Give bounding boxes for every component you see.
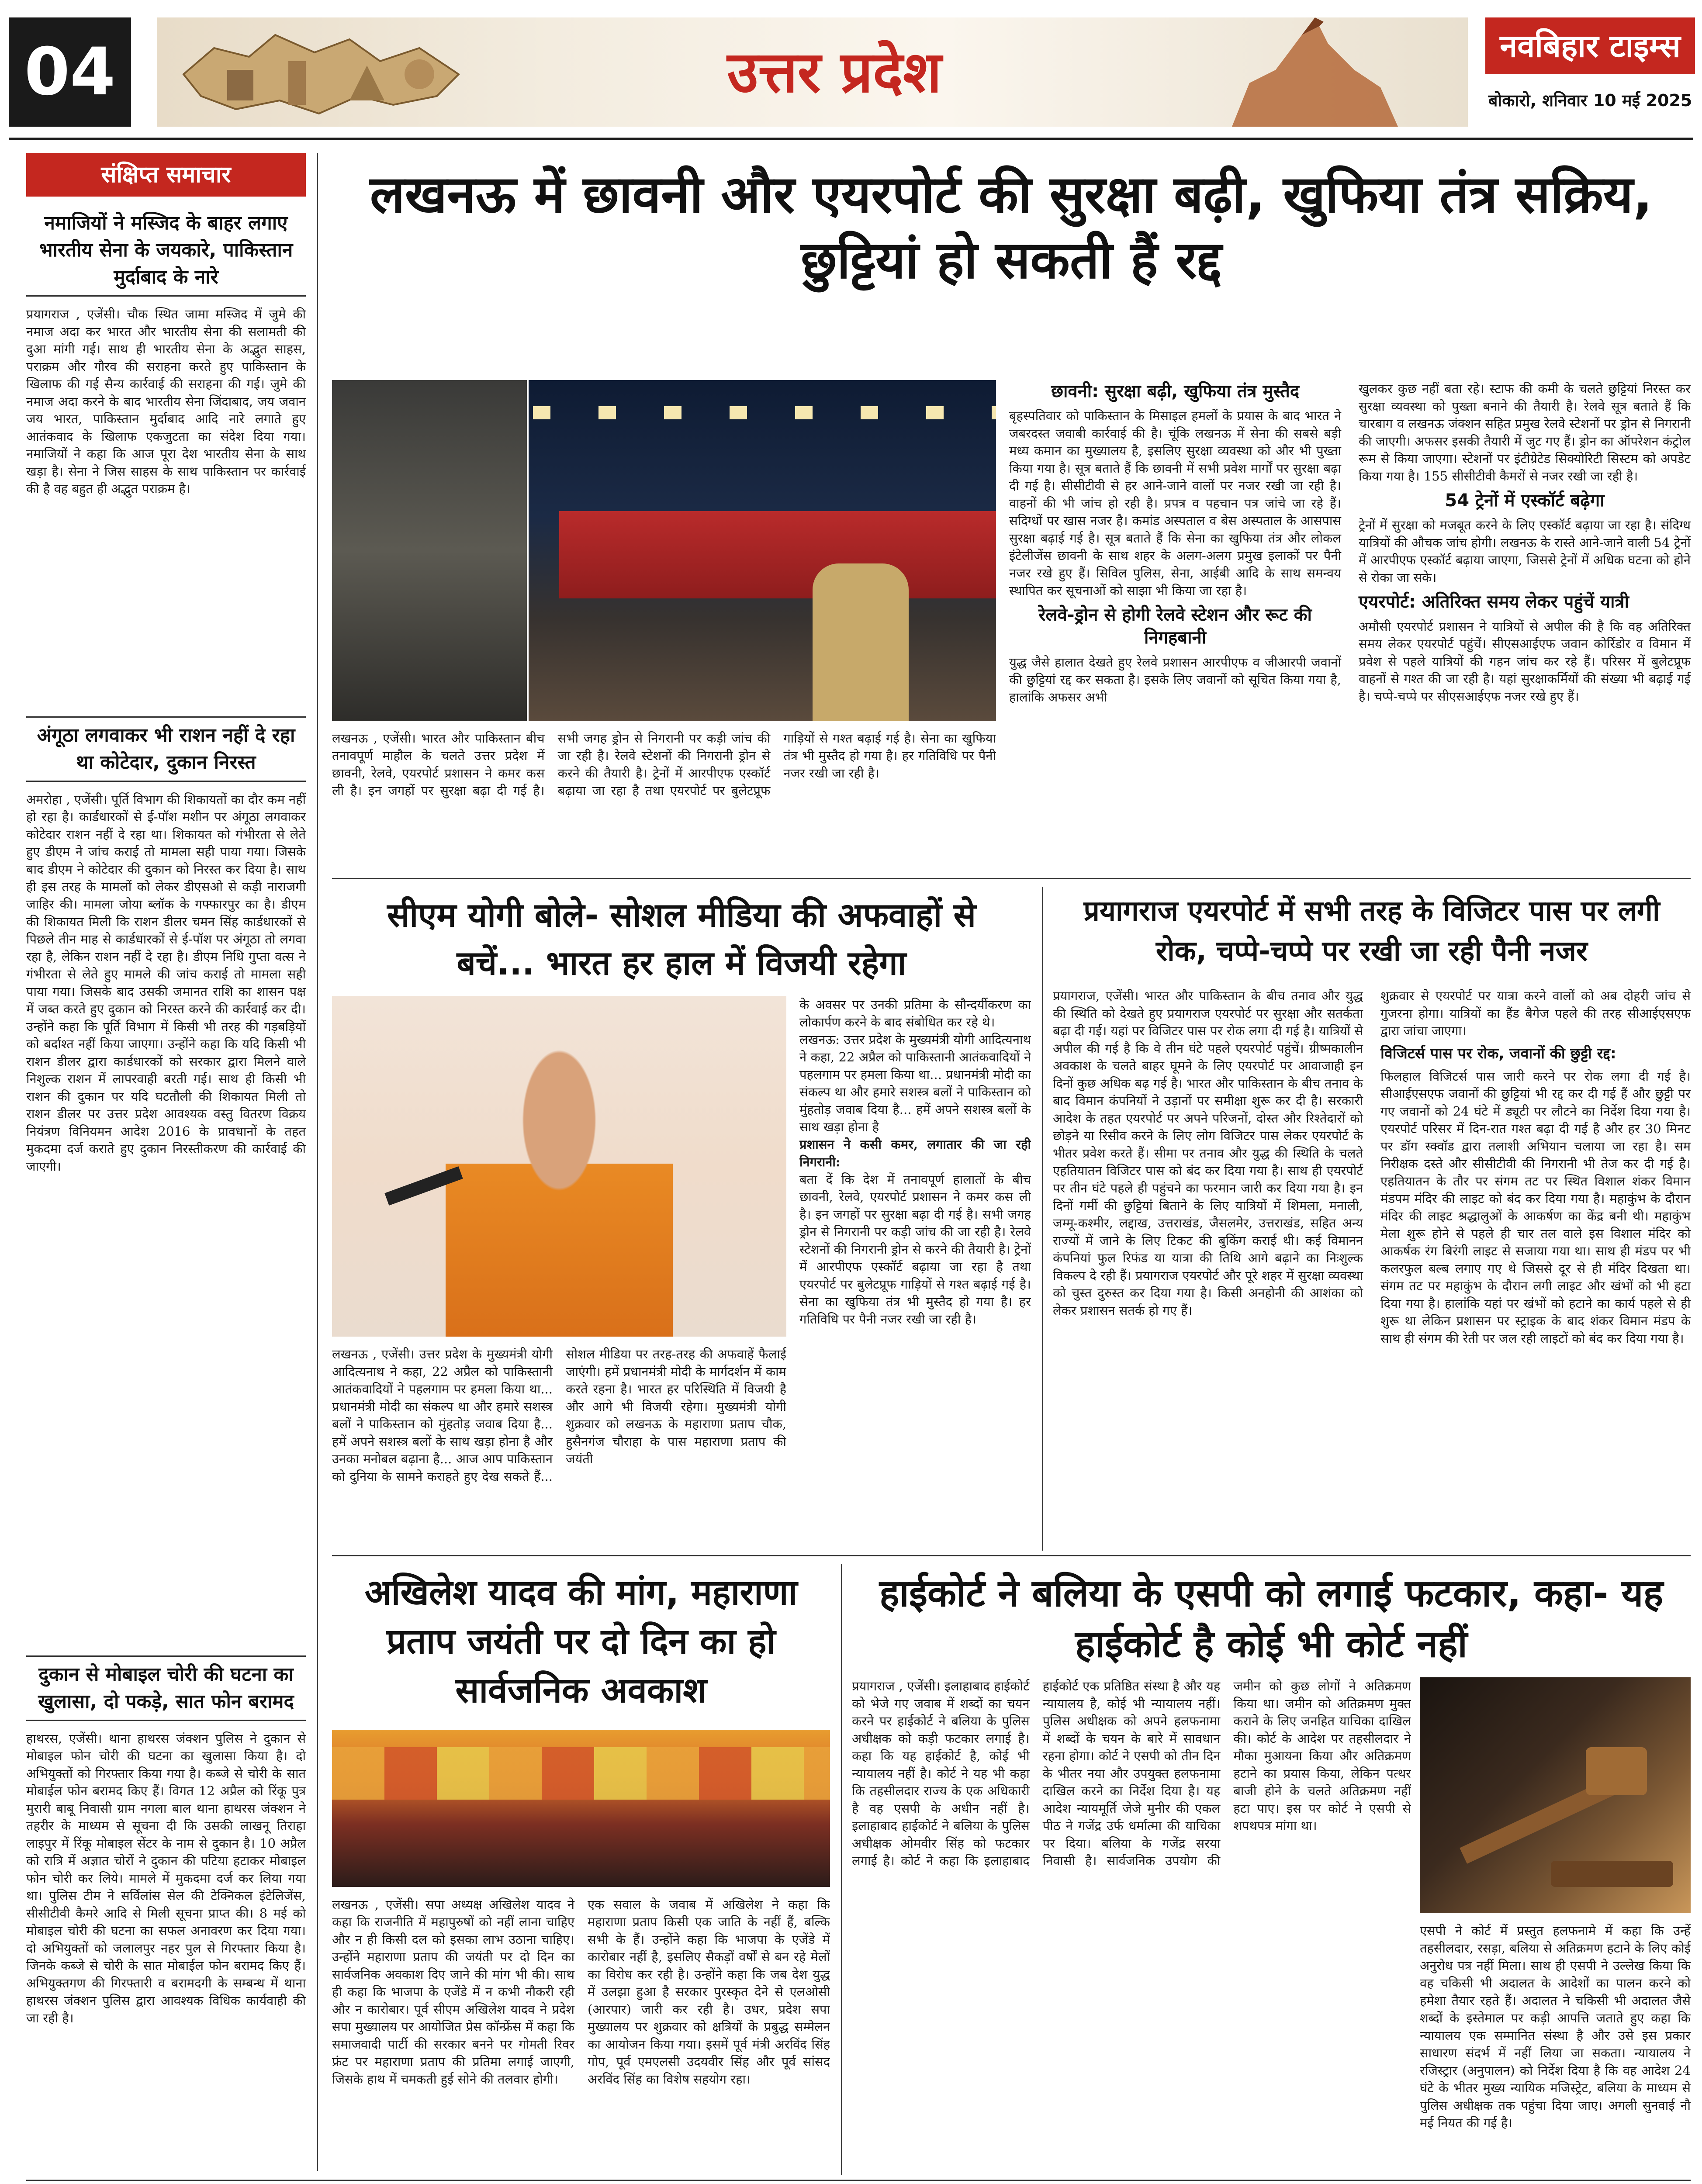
dateline-text: बोकारो, शनिवार 10 मई 2025 [1488, 91, 1692, 110]
yogi-subhead: प्रशासन ने कसी कमर, लगातार की जा रही निगरानी: [799, 1137, 1031, 1169]
paper-name-text: नवबिहार टाइम्स [1500, 28, 1681, 64]
prayagraj-headline: प्रयागराज एयरपोर्ट में सभी तरह के विजिटर पास पर लगी रोक, चप्पे-चप्पे पर रखी जा रही पैनी नजर [1083, 895, 1660, 968]
prayagraj-text: प्रयागराज, एजेंसी। भारत और पाकिस्तान के बीच तनाव और युद्ध की स्थिति को देखते हुए प्रयागराज एयरपोर्ट पर सुरक्षा और सतर्कता बढ़ा दी गई। यहां पर विजिटर पास पर रोक लगा दी गई है। यात्रियों से अपील की गई है कि वे तीन घंटे पहले एयरपोर्ट पहुंचें। ग्रीष्मकालीन अवकाश के चलते बाहर घूमने के लिए एयरपोर्ट पर आवाजाही इन दिनों कुछ अधिक बढ़ गई है। भारत और पाकिस्तान के बीच तनाव के बाद विमान कंपनियों ने उड़ानों पर समीक्षा शुरू कर दी है। सरकारी आदेश के तहत एयरपोर्ट पर अपने परिजनों, दोस्त और रिश्तेदारों को छोड़ने या रिसीव करने के लिए लोग विजिटर पास लेकर एयरपोर्ट के भीतर प्रवेश करते हैं। सीमा पर तनाव और युद्ध की स्थिति के चलते एहतियातन विजिटर पास को बंद कर दिया गया है। साथ ही एयरपोर्ट पर तीन घंटे पहले ही पहुंचने का फरमान जारी कर दिया गया है। इन दिनों गर्मी की छुट्टियां बिताने के लिए यात्रियों में शिमला, मनाली, जम्मू-कश्मीर, लद्दाख, उत्तराखंड, जैसलमेर, उत्तराखंड, सहित अन्य राज्यों में जाने के लिए टिकट की बुकिंग कराई थी। कई विमानन कंपनियां फुल रिफंड या यात्रा की तिथि आगे बढ़ाने का निःशुल्क विकल्प दे रही हैं। प्रयागराज एयरपोर्ट और पूरे शहर में सुरक्षा व्यवस्था को चुस्त दुरुस्त कर दिया गया है। किसी अनहोनी की आशंका को लेकर प्रशासन सतर्क हो गए हैं। [1053, 988, 1363, 1318]
ballia-body-right [1420, 1922, 1691, 2175]
masthead [0, 0, 1702, 144]
akhilesh-headline: अखिलेश यादव की मांग, महाराणा प्रताप जयंती पर दो दिन का हो सार्वजनिक अवकाश [364, 1572, 798, 1711]
brief-item-text: प्रयागराज , एजेंसी। चौक स्थित जामा मस्जिद में जुमे की नमाज अदा कर भारत और भारतीय सेना की सलामती की दुआ मांगी गई। साथ ही भारतीय सेना के अद्भुत साहस, पराक्रम और गौरव की सराहना करते हुए पाकिस्तान के खिलाफ की गई सैन्य कार्रवाई की सराहना की गई। जुमे की नमाज अदा करने के बाद भारतीय सेना जिंदाबाद, जय जवान जय भारत, पाकिस्तान मुर्दाबाद आदि नारे लगाते हुए आतंकवाद के खिलाफ एकजुटता का संदेश दिया गया। नमाजियों ने कहा कि आज पूरा देश भारतीय सेना के साथ खड़ा है। सेना ने जिस साहस के साथ पाकिस्तान पर कार्रवाई की है वह बहुत ही अद्भुत पराक्रम है। [26, 307, 306, 496]
akhilesh-story [332, 1564, 830, 2175]
photo-inset-soldiers [332, 380, 529, 721]
prayagraj-text: शुक्रवार से एयरपोर्ट पर यात्रा करने वालों को अब दोहरी जांच से गुजरना होगा। यात्रियों का हैंड बैगेज पहले की तरह सीआईएसएफ द्वारा जांचा जाएगा। [1380, 988, 1691, 1038]
photo-platform-lights [533, 406, 996, 419]
yogi-text: बता दें कि देश में तनावपूर्ण हालातों के बीच छावनी, रेलवे, एयरपोर्ट प्रशासन ने कमर कस ली है। इन जगहों पर सुरक्षा बढ़ा दी गई है। सभी जगह ड्रोन से निगरानी पर कड़ी जांच की जा रही है। रेलवे स्टेशनों की निगरानी ड्रोन से करने की तैयारी है। ट्रेनों में आरपीएफ एस्कॉर्ट बढ़ाया जा रहा है तथा एयरपोर्ट पर बुलेटप्रूफ गाड़ियों से गश्त बढ़ाई गई है। सेना का खुफिया तंत्र भी मुस्तैद हो गया है। हर गतिविधि पर पैनी नजर रखी जा रही है। [799, 1172, 1031, 1327]
brief-item-text: हाथरस, एजेंसी। थाना हाथरस जंक्शन पुलिस ने दुकान से मोबाइल फोन चोरी की घटना का खुलासा किया है। दो अभियुक्तों को गिरफ्तार किया गया है। कब्जे से चोरी के सात मोबाईल फोन बरामद किए हैं। विगत 12 अप्रैल को रिंकू पुत्र मुरारी बाबू निवासी ग्राम नगला बाल थाना हाथरस जंक्शन ने तहरीर के माध्यम से सूचना दी कि उसकी लाखनू तिराहा लाइपुर में रिंकू मोबाइल सेंटर के नाम से दुकान है। 10 अप्रैल को रात्रि में अज्ञात चोरों ने दुकान की पटिया हटाकर मोबाइल फोन चोरी कर लिये। मामले में मुकदमा दर्ज कर लिया गया था। पुलिस टीम ने सर्विलांस सेल की टेक्निकल इंटेलिजेंस, सीसीटीवी कैमरे आदि से मिली सूचना प्राप्त की। 8 मई को मोबाइल चोरी की घटना का सफल अनावरण कर दिया गया। दो अभियुक्तों को जलालपुर नहर पुल से गिरफ्तार किया है। जिनके कब्जे से चोरी के सात मोबाईल फोन बरामद किए हैं। अभियुक्तगण की गिरफ्तारी व बरामदगी के सम्बन्ध में थाना हाथरस जंक्शन पुलिस द्वारा आवश्यक विधिक कार्यवाही की जा रही है। [26, 1731, 306, 2025]
lead-text: खुलकर कुछ नहीं बता रहे। स्टाफ की कमी के चलते छुट्टियां निरस्त कर सुरक्षा व्यवस्था को पुख्ता बनाने की तैयारी है। रेलवे सूत्र बताते हैं कि चारबाग व लखनऊ जंक्शन सहित प्रमुख रेलवे स्टेशनों पर ड्रोन से निगरानी की जाएगी। अफसर इसकी तैयारी में जुट गए हैं। ड्रोन का ऑपरेशन कंट्रोल रूम से किया जाएगा। स्टेशनों पर इंटीग्रेटेड सिक्योरिटी सिस्टम को अपडेट किया गया है। 155 सीसीटीवी कैमरों से नजर रखी जा रही है। [1359, 381, 1691, 484]
lead-photo [332, 380, 996, 721]
gavel-block [1551, 1861, 1673, 1887]
ballia-text: प्रयागराज , एजेंसी। इलाहाबाद हाईकोर्ट को भेजे गए जवाब में शब्दों का चयन करने पर हाईकोर्ट ने बलिया के पुलिस अधीक्षक को कड़ी फटकार लगाई है। कहा कि यह हाईकोर्ट है, कोई भी न्यायालय नहीं है। कोर्ट ने यह भी कहा कि तहसीलदार राज्य के एक अधिकारी है वह एसपी के अधीन नहीं है। इलाहाबाद हाईकोर्ट ने बलिया के पुलिस अधीक्षक ओमवीर सिंह को फटकार लगाई है। कोर्ट ने कहा कि इलाहाबाद हाईकोर्ट एक प्रतिष्ठित संस्था है और यह न्यायालय है, कोई भी न्यायालय नहीं। पुलिस अधीक्षक को अपने हलफनामा में शब्दों के चयन के बारे में सावधान रहना होगा। कोर्ट ने एसपी को तीन दिन के भीतर नया और उपयुक्त हलफनामा दाखिल करने का निर्देश दिया है। यह आदेश न्यायमूर्ति जेजे मुनीर की एकल पीठ ने गजेंद्र उर्फ धर्मात्मा की याचिका पर दिया। बलिया के गजेंद्र सरया निवासी है। सार्वजनिक उपयोग की जमीन को कुछ लोगों ने अतिक्रमण किया था। जमीन को अतिक्रमण मुक्त कराने के लिए जनहित याचिका दाखिल की। कोर्ट के आदेश पर तहसीलदार ने मौका मुआयना किया और अतिक्रमण हटाने का प्रयास किया, लेकिन पत्थर बाजी होने के चलते अतिक्रमण नहीं हटा पाए। इस पर कोर्ट ने एसपी से शपथपत्र मांगा था। [852, 1679, 1411, 1868]
yogi-text: के अवसर पर उनकी प्रतिमा के सौन्दर्यीकरण का लोकार्पण करने के बाद संबोधित कर रहे थे। [799, 997, 1031, 1030]
brief-item-title: दुकान से मोबाइल चोरी की घटना का खुलासा, दो पकड़े, सात फोन बरामद [26, 1655, 306, 1721]
lead-text: बृहस्पतिवार को पाकिस्तान के मिसाइल हमलों के प्रयास के बाद भारत ने जबरदस्त जवाबी कार्रवाई की है। चूंकि लखनऊ में सेना की सबसे बड़ी मध्य कमान का मुख्यालय है, इसलिए सुरक्षा व्यवस्था को और भी पुख्ता किया गया है। सूत्र बताते हैं कि छावनी में सभी प्रवेश मार्गों पर सुरक्षा बढ़ा दी गई है। सीसीटीवी से हर आने-जाने वालों पर नजर रखी जा रही है। वाहनों की भी जांच हो रही है। प्रपत्र व पहचान पत्र जांचे जा रहे हैं। सदिग्धों पर खास नजर है। कमांड अस्पताल व बेस अस्पताल के आसपास सुरक्षा बढ़ाई गई है। सूत्र बताते हैं कि सेना का खुफिया तंत्र और लोकल इंटेलीजेंस छावनी के साथ शहर के अलग-अलग प्रमुख इलाकों पर पैनी नजर रखे हुए हैं। सिविल पुलिस, सेना, आईबी आदि के साथ समन्वय स्थापित कर सूचनाओं को साझा भी किया जा रहा है। [1009, 408, 1341, 598]
column-divider [317, 153, 318, 2171]
prayagraj-text: फिलहाल विजिटर्स पास जारी करने पर रोक लगा दी गई है। सीआईएसएफ जवानों की छुट्टियां भी रद्द कर दी गई हैं और छुट्टी पर गए जवानों को 24 घंटे में ड्यूटी पर लौटने का निर्देश दिया गया है। एयरपोर्ट परिसर में दिन-रात गश्त बढ़ा दी गई है और हर 30 मिनट पर डॉग स्क्वॉड द्वारा तलाशी अभियान चलाया जा रहा है। सम निरीक्षक दस्ते और सीसीटीवी की निगरानी भी तेज कर दी गई है। एहतियातन के तौर पर संगम तट पर स्थित विशाल शंकर विमान मंडपम मंदिर की लाइट को बंद कर दिया गया है। महाकुंभ के दौरान मंदिर की लाइट श्रद्धालुओं के आकर्षण का केंद्र बनी थी। महाकुंभ मेला शुरू होने से पहले ही चार तल वाले इस विशाल मंदिर को आकर्षक रंग बिरंगी लाइट से सजाया गया था। साथ ही मंडप पर भी कलरफुल बल्ब लगाए गए थे जिससे दूर से ही मंदिर दिखता था। संगम तट पर महाकुंभ के दौरान लगी लाइट और खंभों को भी हटा दिया गया है। हालांकि यहां पर खंभों को हटाने का कार्य पहले से ही शुरू था लेकिन प्रशासन पर स्ट्राइक के बाद शंकर विमान मंडप के साथ ही संगम की रेती पर जल रही लाइटों को बंद कर दिया गया है। [1380, 1069, 1691, 1346]
column-divider [841, 1564, 842, 2175]
brief-item [26, 1655, 306, 2184]
akhilesh-text: लखनऊ , एजेंसी। सपा अध्यक्ष अखिलेश यादव ने कहा कि राजनीति में महापुरुषों को नहीं लाना चाहिए और न ही किसी दल को इसका लाभ उठाना चाहिए। उन्होंने महाराणा प्रताप की जयंती पर दो दिन का सार्वजनिक अवकाश दिए जाने की मांग भी की। साथ ही कहा कि भाजपा के एजेंडे में न कभी नौकरी रही और न कारोबार। पूर्व सीएम अखिलेश यादव ने प्रदेश सपा मुख्यालय पर आयोजित प्रेस कॉन्फ्रेंस में कहा कि समाजवादी पार्टी की सरकार बनने पर गोमती रिवर फ्रंट पर महाराणा प्रताप की प्रतिमा लगाई जाएगी, जिसके हाथ में चमकती हुई सोने की तलवार होगी। [332, 1897, 574, 2087]
brief-item-title: नमाजियों ने मस्जिद के बाहर लगाए भारतीय सेना के जयकारे, पाकिस्तान मुर्दाबाद के नारे [26, 205, 306, 297]
photo-police [813, 563, 909, 721]
yogi-text: लखनऊ: उत्तर प्रदेश के मुख्यमंत्री योगी आदित्यनाथ ने कहा, 22 अप्रैल को पाकिस्तानी आतंकवादियों ने पहलगाम पर हमला किया था... प्रधानमंत्री मोदी का संकल्प था और हमारे सशस्त्र बलों ने पाकिस्तान को मुंहतोड़ जवाब दिया है... हमें अपने सशस्त्र बलों के साथ खड़ा होना है [799, 1032, 1031, 1134]
yogi-photo [332, 996, 786, 1337]
brief-item-title: अंगूठा लगवाकर भी राशन नहीं दे रहा था कोटेदार, दुकान निरस्त [26, 716, 306, 782]
brief-label [26, 153, 306, 197]
yogi-caption: लखनऊ , एजेंसी। उत्तर प्रदेश के मुख्यमंत्री योगी आदित्यनाथ ने कहा, 22 अप्रैल को पाकिस्तानी आतंकवादियों ने पहलगाम पर हमला किया था... प्रधानमंत्री मोदी का संकल्प था और हमारे सशस्त्र बलों ने पाकिस्तान को मुंहतोड़ जवाब दिया है... हमें अपने सशस्त्र बलों के साथ खड़ा होना है और उनका मनोबल बढ़ाना है... आज आप पाकिस्तान को दुनिया के सामने कराहते हुए देख सकते हैं... सोशल मीडिया पर तरह-तरह की अफवाहें फैलाई जाएंगी। हमें प्रधानमंत्री मोदी के मार्गदर्शन में काम करते रहना है। भारत हर परिस्थिति में विजयी है और आगे भी विजयी रहेगा। मुख्यमंत्री योगी शुक्रवार को लखनऊ के महाराणा प्रताप चौक, हुसैनगंज चौराहा के पास महाराणा प्रताप की जयंती [332, 1347, 786, 1484]
up-map-graphic [175, 22, 472, 122]
brief-item [26, 205, 306, 712]
gavel-photo [1420, 1677, 1691, 1913]
page-number [9, 17, 131, 127]
lead-subhead: 54 ट्रेनों में एस्कॉर्ट बढ़ेगा [1445, 491, 1605, 511]
yogi-story [332, 887, 1031, 1551]
prayagraj-story [1053, 887, 1691, 1551]
photo-turbans [332, 1747, 830, 1800]
akhilesh-body [332, 1896, 830, 2175]
lead-subhead: छावनी: सुरक्षा बढ़ी, खुफिया तंत्र मुस्तैद [1051, 381, 1300, 401]
ballia-text: एसपी ने कोर्ट में प्रस्तुत हलफनामे में कहा कि उन्हें तहसीलदार, रसड़ा, बलिया से अतिक्रमण हटाने के लिए कोई अनुरोध पत्र नहीं मिला। साथ ही एसपी ने उल्लेख किया कि वह चकिसी भी अदालत के आदेशों का पालन करने को हमेशा तैयार रहते हैं। अदालत ने चकिसी भी अदालत जैसे शब्दों के इस्तेमाल पर कड़ी आपत्ति जताते हुए कहा कि न्यायालय एक सम्मानित संस्था है और उसे इस प्रकार साधारण संदर्भ में नहीं लिया जा सकता। न्यायालय ने रजिस्ट्रार (अनुपालन) को निर्देश दिया है कि वह आदेश 24 घंटे के भीतर मुख्य न्यायिक मजिस्ट्रेट, बलिया के माध्यम से पुलिस अधीक्षक तक पहुंचा दिया जाए। अगली सुनवाई नौ मई नियत की गई है। [1420, 1923, 1691, 2130]
akhilesh-text: एक सवाल के जवाब में अखिलेश ने कहा कि महाराणा प्रताप किसी एक जाति के नहीं हैं, बल्कि सभी के हैं। उन्होंने कहा कि भाजपा के एजेंडे में कारोबार नहीं है, इसलिए सैकड़ों वर्षों से बन रहे मेलों का विरोध कर रही है। उन्होंने कहा कि जब देश युद्ध में उलझा हुआ है सरकार पुरस्कृत देने से एलओसी (आरपार) जारी कर रही है। उधर, प्रदेश सपा मुख्यालय पर शुक्रवार को क्षत्रियों के प्रबुद्ध सम्मेलन का आयोजन किया गया। इसमें पूर्व मंत्री अरविंद सिंह गोप, पूर्व एमएलसी उदयवीर सिंह और पूर्व सांसद अरविंद सिंह का विशेष सहयोग रहा। [588, 1897, 830, 2087]
yogi-figure [446, 1048, 673, 1337]
section-title-text: उत्तर प्रदेश [727, 39, 942, 105]
statue-graphic [1188, 17, 1450, 127]
brief-column [26, 153, 306, 2184]
brief-item [26, 716, 306, 1651]
page-number-text: 04 [24, 34, 116, 110]
paper-name [1485, 17, 1695, 74]
lead-text: अमौसी एयरपोर्ट प्रशासन ने यात्रियों से अपील की है कि वह अतिरिक्त समय लेकर एयरपोर्ट पहुंचें। सीएसआईएफ जवान कोर्रिडोर व विमान में प्रवेश से पहले यात्रियों की गहन जांच कर रहे हैं। परिसर में बुलेटप्रूफ वाहनों से गश्त की जा रही है। यहां सुरक्षाकर्मियों की संख्या भी बढ़ाई गई है। चप्पे-चप्पे पर सीएसआईएफ नजर रखे हुए हैं। [1359, 619, 1691, 704]
brief-item-text: अमरोहा , एजेंसी। पूर्ति विभाग की शिकायतों का दौर कम नहीं हो रहा है। कार्डधारकों से ई-पॉश मशीन पर अंगूठा लगवाकर कोटेदार राशन नहीं दे रहा था। शिकायत को गंभीरता से लेते हुए डीएम ने जांच कराई तो मामला सही पाया गया। जिसके बाद डीएम ने कोटेदार की दुकान को निरस्त कर दिया है। साथ ही इस तरह के मामलों को लेकर डीएसओ से कड़ी नाराजगी जाहिर की। मामला जोया ब्लॉक के गफ्फारपुर का है। डीएम की शिकायत मिली कि राशन डीलर चमन सिंह कार्डधारकों से पिछले तीन माह से कार्डधारकों से ई-पॉश पर अंगूठा तो लगवा रहा है, लेकिन राशन नहीं दे रहा है। डीएम निधि गुप्ता वत्स ने गंभीरता से लेते हुए मामले की जांच कराई तो मामला सही पाया गया। जिसके बाद उसकी जमानत राशि का शासन पक्ष में जब्त करते हुए दुकान को निरस्त करने की कार्रवाई कर दी। उन्होंने कहा कि पूर्ति विभाग में किसी भी तरह की गड़बड़ियों को बर्दाश्त नहीं किया जाएगा। उन्होंने कहा कि यदि किसी भी राशन डीलर द्वारा कार्डधारकों को सरकार द्वारा मिलने वाले निशुल्क राशन में लापरवाही बरती गई। साथ ही किसी भी राशन की दुकान पर यदि घटतौली की शिकायत मिली तो राशन डीलर पर उत्तर प्रदेश आवश्यक वस्तु वितरण विक्रय नियंत्रण विनियमन आदेश 2016 के प्रावधानों के तहत मुकदमा दर्ज कराते हुए दुकान निरस्तीकरण की कार्रवाई की जाएगी। [26, 792, 306, 1174]
lead-text: युद्ध जैसे हालात देखते हुए रेलवे प्रशासन आरपीएफ व जीआरपी जवानों की छुट्टियां रद्द कर सकता है। इसके लिए जवानों को सूचित किया गया है, हालांकि अफसर अभी [1009, 655, 1341, 705]
lead-story [332, 153, 1691, 874]
gavel-head [1586, 1747, 1647, 1795]
section-divider [332, 1555, 1691, 1556]
lead-caption: लखनऊ , एजेंसी। भारत और पाकिस्तान बीच तनावपूर्ण माहौल के चलते उत्तर प्रदेश में छावनी, रेलवे, एयरपोर्ट प्रशासन ने कमर कस ली है। इन जगहों पर सुरक्षा बढ़ा दी गई है। सभी जगह ड्रोन से निगरानी पर कड़ी जांच की जा रही है। रेलवे स्टेशनों की निगरानी ड्रोन से करने की तैयारी है। ट्रेनों में आरपीएफ एस्कॉर्ट बढ़ाया जा रहा है तथा एयरपोर्ट पर बुलेटप्रूफ गाड़ियों से गश्त बढ़ाई गई है। सेना का खुफिया तंत्र भी मुस्तैद हो गया है। हर गतिविधि पर पैनी नजर रखी जा रही है। [332, 731, 996, 798]
photo-train [559, 511, 996, 598]
prayagraj-subhead: विजिटर्स पास पर रोक, जवानों की छुट्टी रद्द: [1380, 1045, 1616, 1062]
ballia-body-left [852, 1677, 1411, 2175]
yogi-headline: सीएम योगी बोले- सोशल मीडिया की अफवाहों से बचें... भारत हर हाल में विजयी रहेगा [387, 895, 976, 982]
ballia-headline: हाईकोर्ट ने बलिया के एसपी को लगाई फटकार, कहा- यह हाईकोर्ट है कोई भी कोर्ट नहीं [879, 1572, 1664, 1666]
yogi-right-text [799, 996, 1031, 1546]
lead-subhead: एयरपोर्ट: अतिरिक्त समय लेकर पहुंचें यात्री [1359, 592, 1629, 612]
ballia-story [852, 1564, 1691, 2175]
masthead-banner [157, 17, 1468, 127]
lead-subhead: रेलवे-ड्रोन से होगी रेलवे स्टेशन और रूट की निगहबानी [1038, 605, 1312, 648]
akhilesh-photo [332, 1730, 830, 1887]
lead-right-text [1009, 380, 1691, 869]
dateline [1485, 79, 1695, 122]
prayagraj-body [1053, 987, 1691, 1551]
section-divider [332, 878, 1691, 879]
brief-label-text: संक्षिप्त समाचार [101, 162, 231, 188]
column-divider [1042, 887, 1043, 1551]
section-divider [26, 2180, 1691, 2181]
section-title [550, 35, 1118, 109]
lead-text: ट्रेनों में सुरक्षा को मजबूत करने के लिए एस्कॉर्ट बढ़ाया जा रहा है। संदिग्ध यात्रियों की औचक जांच होगी। लखनऊ के रास्ते आने-जाने वाली 54 ट्रेनों में आरपीएफ एस्कॉर्ट बढ़ाया जाएगा, जिससे ट्रेनों में अधिक घटना को होने से रोका जा सके। [1359, 518, 1691, 585]
lead-headline: लखनऊ में छावनी और एयरपोर्ट की सुरक्षा बढ़ी, खुफिया तंत्र सक्रिय, छुट्टियां हो सकती हैं रद्द [370, 164, 1653, 290]
masthead-rule [9, 138, 1693, 140]
